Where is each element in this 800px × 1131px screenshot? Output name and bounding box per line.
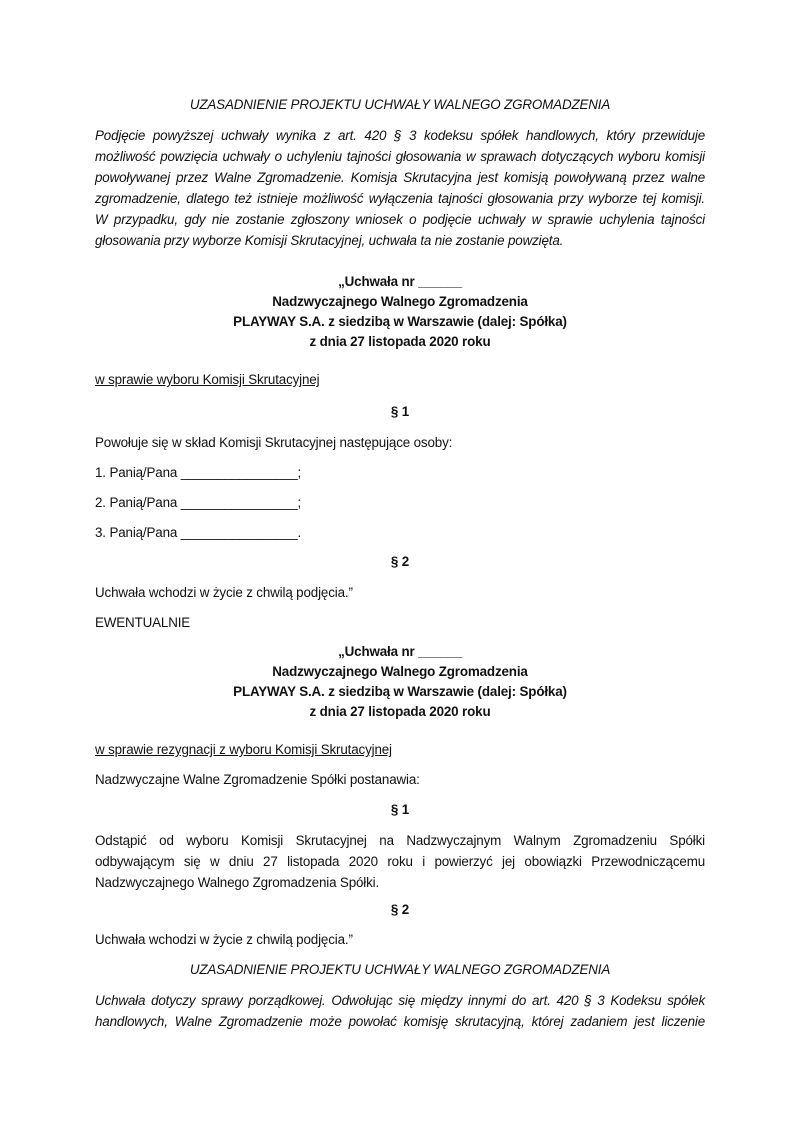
resolution-body: Nadzwyczajnego Walnego Zgromadzenia (272, 664, 528, 679)
resolution-number: „Uchwała nr ______ (338, 644, 462, 659)
resolution-date: z dnia 27 listopada 2020 roku (309, 334, 491, 349)
member-1: 1. Panią/Pana ________________; (95, 465, 302, 480)
section-1-paragraph (95, 830, 705, 893)
resolution-number: „Uchwała nr ______ (338, 274, 462, 289)
resolution-company: PLAYWAY S.A. z siedzibą w Warszawie (dalej: Spółka) (233, 684, 567, 699)
resolution-2-intro: Nadzwyczajne Walne Zgromadzenie Spółki postanawia: (95, 772, 420, 787)
subject-text: w sprawie rezygnacji z wyboru Komisji Skrutacyjnej (95, 742, 392, 757)
paragraph-line: Nadzwyczajnego Walnego Zgromadzenia Spółki. (95, 875, 380, 890)
resolution-body: Nadzwyczajnego Walnego Zgromadzenia (272, 294, 528, 309)
section-2-text: Uchwała wchodzi w życie z chwilą podjęcia.” (95, 932, 353, 947)
paragraph-line: odbywającym się w dniu 27 listopada 2020 roku i powierzyć jej obowiązki Przewodniczącemu (95, 854, 705, 869)
section-1-label: § 1 (390, 802, 410, 817)
alternative-label: EWENTUALNIE (95, 615, 191, 630)
paragraph-line: handlowych, Walne Zgromadzenie może powołać komisję skrutacyjną, której zadaniem jest liczenie (95, 1014, 705, 1029)
resolution-2-heading (95, 642, 705, 722)
resolution-date: z dnia 27 listopada 2020 roku (309, 704, 491, 719)
section-2-label: § 2 (390, 554, 410, 569)
section-1-label: § 1 (390, 404, 410, 419)
resolution-company: PLAYWAY S.A. z siedzibą w Warszawie (dalej: Spółka) (233, 314, 567, 329)
member-2: 2. Panią/Pana ________________; (95, 495, 302, 510)
paragraph-line: W przypadku, gdy nie zostanie zgłoszony wniosek o podjęcie uchwały w sprawie uchylenia tajności (95, 212, 705, 227)
justification-title: UZASADNIENIE PROJEKTU UCHWAŁY WALNEGO ZGROMADZENIA (189, 962, 611, 977)
paragraph-line: powoływanej przez Walne Zgromadzenie. Komisja Skrutacyjna jest komisją powoływaną przez walne (95, 170, 705, 185)
paragraph-line: Odstąpić od wyboru Komisji Skrutacyjnej na Nadzwyczajnym Walnym Zgromadzeniu Spółki (95, 833, 705, 848)
section-2-text: Uchwała wchodzi w życie z chwilą podjęcia.” (95, 585, 353, 600)
resolution-2-subject (95, 740, 705, 760)
section-1-intro: Powołuje się w skład Komisji Skrutacyjnej następujące osoby: (95, 435, 453, 450)
resolution-1-heading (95, 272, 705, 352)
paragraph-line: zgromadzenie, dlatego też istnieje możliwość wyłączenia tajności głosowania przy wyborze tej komisji. (95, 191, 705, 206)
resolution-1-subject (95, 370, 705, 390)
member-3: 3. Panią/Pana ________________. (95, 525, 302, 540)
paragraph-line: możliwość powzięcia uchwały o uchyleniu tajności głosowania w sprawach dotyczących wyboru komisji (95, 149, 705, 164)
justification-paragraph (95, 125, 705, 251)
justification-paragraph (95, 990, 705, 1032)
subject-text: w sprawie wyboru Komisji Skrutacyjnej (95, 372, 320, 387)
paragraph-line: Podjęcie powyższej uchwały wynika z art. 420 § 3 kodeksu spółek handlowych, który przewiduje (95, 128, 705, 143)
paragraph-line: Uchwała dotyczy sprawy porządkowej. Odwołując się między innymi do art. 420 § 3 Kodeksu spółek (95, 993, 705, 1008)
paragraph-line: głosowania przy wyborze Komisji Skrutacyjnej, uchwała ta nie zostanie powzięta. (95, 233, 564, 248)
justification-title: UZASADNIENIE PROJEKTU UCHWAŁY WALNEGO ZGROMADZENIA (189, 97, 611, 112)
section-2-label: § 2 (390, 902, 410, 917)
